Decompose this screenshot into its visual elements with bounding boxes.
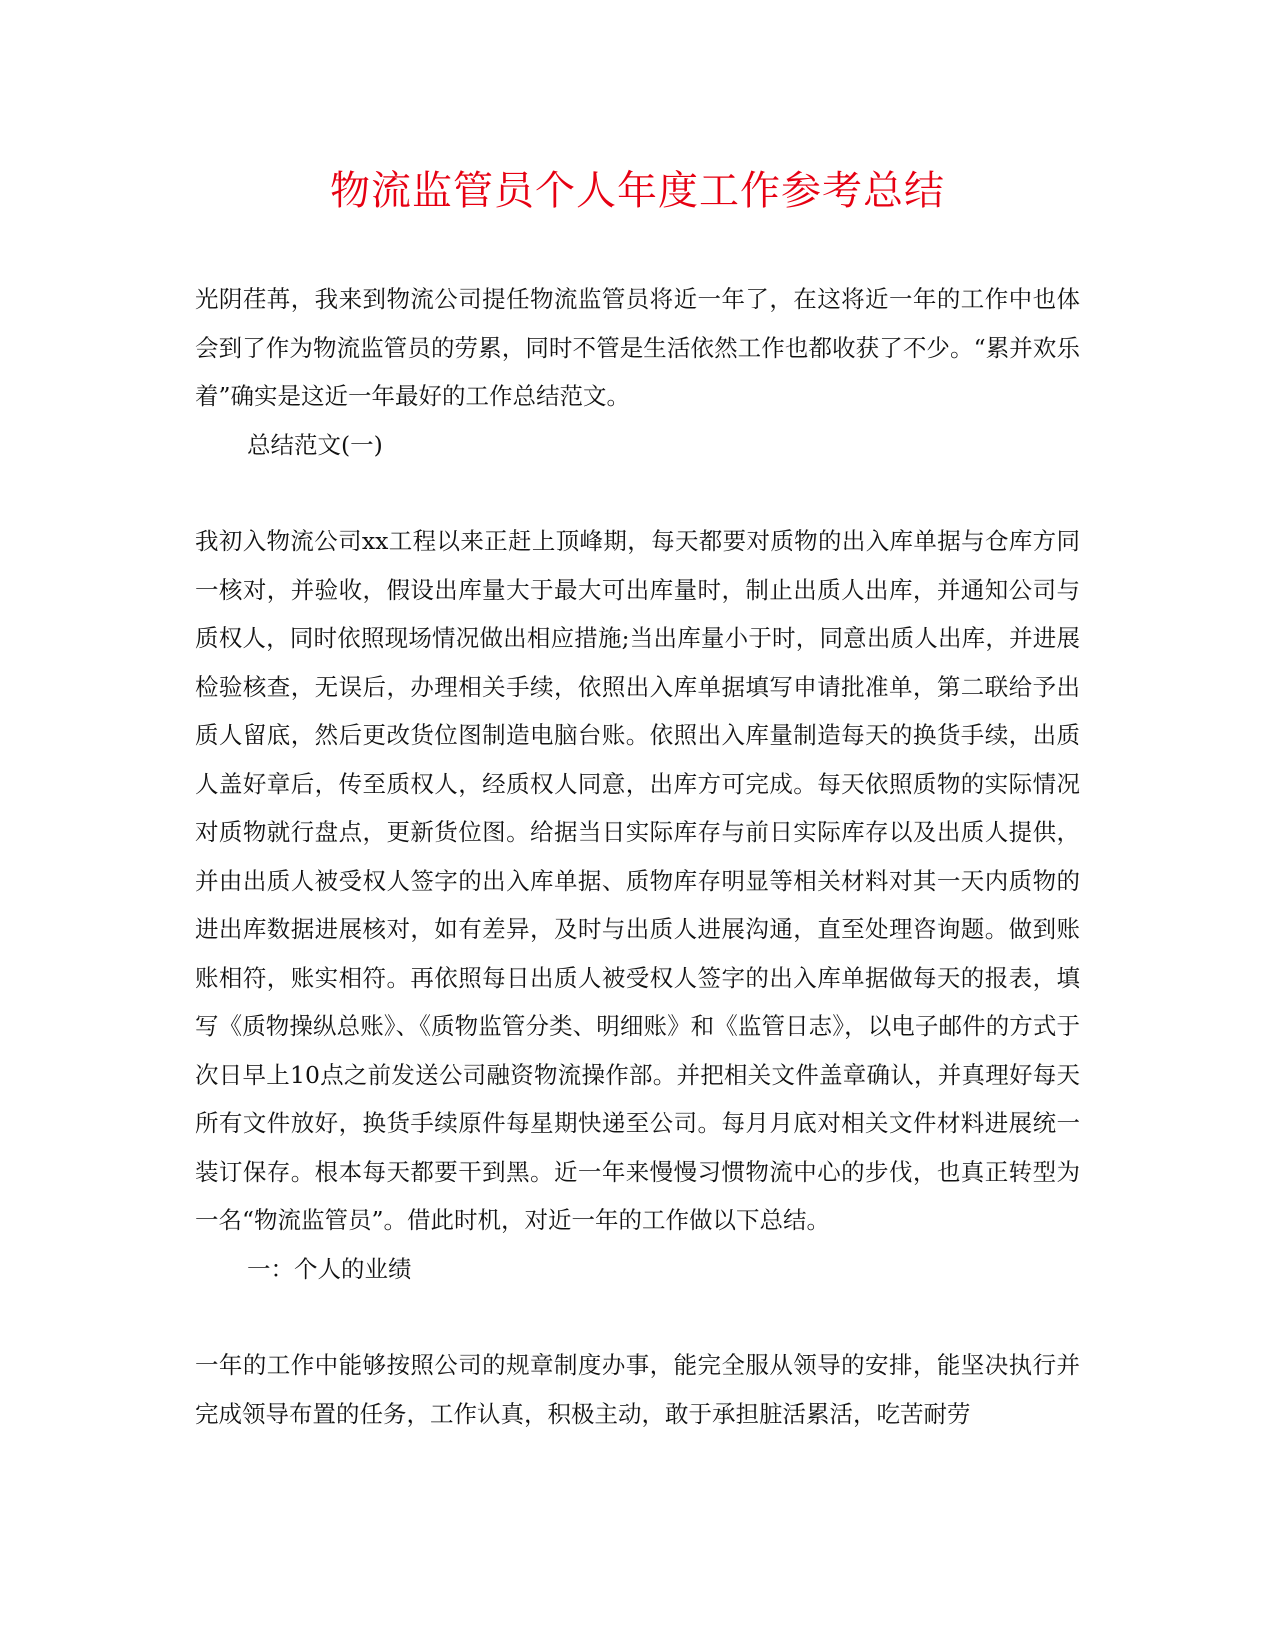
document-body <box>195 275 1080 1438</box>
body-paragraph-two: 一年的工作中能够按照公司的规章制度办事，能完全服从领导的安排，能坚决执行并完成领导布置的任务，工作认真，积极主动，敢于承担脏活累活，吃苦耐劳 <box>195 1351 1080 1428</box>
document-title: 物流监管员个人年度工作参考总结 <box>330 168 945 214</box>
intro-paragraph: 光阴荏苒，我来到物流公司提任物流监管员将近一年了，在这将近一年的工作中也体会到了作为物流监管员的劳累，同时不管是生活依然工作也都收获了不少。“累并欢乐着”确实是这近一年最好的工作总结范文。 <box>195 285 1080 410</box>
paragraph-spacer <box>195 469 1080 517</box>
section-heading-sample-one: 总结范文(一) <box>247 430 383 459</box>
body-paragraph-one: 我初入物流公司xx工程以来正赶上顶峰期，每天都要对质物的出入库单据与仓库方同一核对，并验收，假设出库量大于最大可出库量时，制止出质人出库，并通知公司与质权人，同时依照现场情况做出相应措施;当出库量小于时，同意出质人出库，并进展检验核查，无误后，办理相关手续，依照出入库单据填写申请批准单，第二联给予出质人留底，然后更改货位图制造电脑台账。依照出入库量制造每天的换货手续，出质人盖好章后，传至质权人，经质权人同意，出库方可完成。每天依照质物的实际情况对质物就行盘点，更新货位图。给据当日实际库存与前日实际库存以及出质人提供，并由出质人被受权人签字的出入库单据、质物库存明显等相关材料对其一天内质物的进出库数据进展核对，如有差异，及时与出质人进展沟通，直至处理咨询题。做到账账相符，账实相符。再依照每日出质人被受权人签字的出入库单据做每天的报表，填写《质物操纵总账》、《质物监管分类、明细账》和《监管日志》，以电子邮件的方式于次日早上10点之前发送公司融资物流操作部。并把相关文件盖章确认，并真理好每天所有文件放好，换货手续原件每星期快递至公司。每月月底对相关文件材料进展统一装订保存。根本每天都要干到黑。近一年来慢慢习惯物流中心的步伐，也真正转型为一名“物流监管员”。借此时机，对近一年的工作做以下总结。 <box>195 527 1080 1234</box>
paragraph-spacer <box>195 1293 1080 1341</box>
section-heading-personal-performance: 一：个人的业绩 <box>247 1254 412 1283</box>
